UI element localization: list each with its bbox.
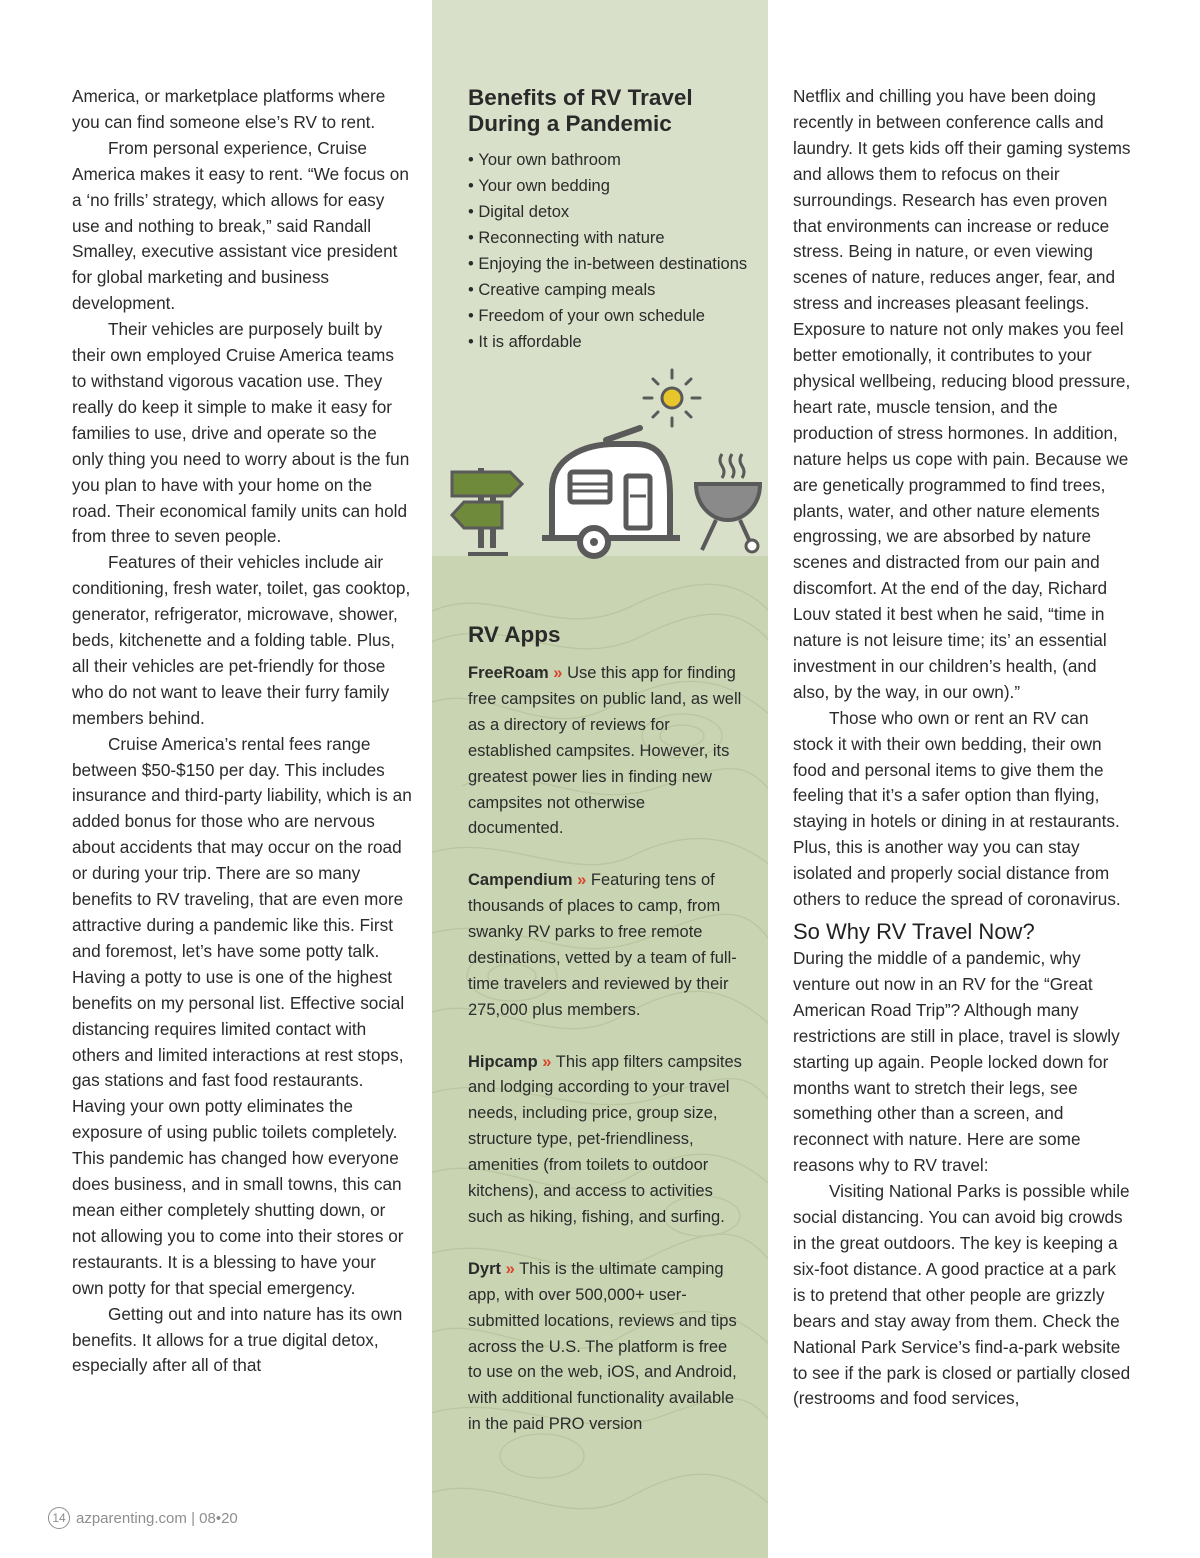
app-name: Campendium xyxy=(468,871,573,890)
benefit-item: • Freedom of your own schedule xyxy=(468,306,758,326)
app-entry-campendium xyxy=(468,868,743,1023)
article-paragraph: Getting out and into nature has its own benefits. It allows for a true digital detox, especially after all of that xyxy=(72,1303,403,1376)
article-paragraph: Features of their vehicles include air conditioning, fresh water, toilet, gas cooktop, generator, refrigerator, microwave, shower, beds, kitchenette and a folding table. Plus, all their vehicles are pet-friendly for those who do not want to leave their furry family members behind. xyxy=(72,552,411,728)
benefit-item: • Reconnecting with nature xyxy=(468,228,758,248)
section-heading: So Why RV Travel Now? xyxy=(793,919,1035,944)
app-name: FreeRoam xyxy=(468,664,549,682)
chevron-icon: » xyxy=(553,664,563,682)
article-paragraph: America, or marketplace platforms where you can find someone else’s RV to rent. xyxy=(72,86,386,132)
article-paragraph: Their vehicles are purposely built by their own employed Cruise America teams to withstand vigorous vacation use. They really do keep it simple to make it easy for families to use, drive and operate so the only thing you need to worry about is the fun you plan to have with your home on the road. Their economical family units can hold from three to seven people. xyxy=(72,319,410,547)
rv-camping-illustration xyxy=(444,360,764,560)
page-number: 14 xyxy=(48,1507,70,1529)
article-paragraph: From personal experience, Cruise America makes it easy to rent. “We focus on a ‘no frills’ strategy, which allows for easy use and nothing to break,” said Randall Smalley, executive assistant vice president for global marketing and business development. xyxy=(72,137,409,314)
footer-issue: 08•20 xyxy=(199,1509,238,1527)
app-name: Hipcamp xyxy=(468,1052,538,1071)
chevron-icon: » xyxy=(542,1052,552,1071)
article-paragraph: During the middle of a pandemic, why venture out now in an RV for the “Great American Road Trip”? Although many restrictions are still in place, travel is slowly starting up again. People locked down for months want to stretch their legs, see something other than a screen, and reconnect with nature. Here are some reasons why to RV travel: xyxy=(793,948,1120,1176)
benefit-item: • Your own bathroom xyxy=(468,150,758,170)
benefit-item: • Enjoying the in-between destinations xyxy=(468,254,758,274)
benefits-list xyxy=(468,150,758,358)
app-description: This app filters campsites and lodging according to your travel needs, including price, group size, structure type, pet-friendliness, amenities (from toilets to outdoor kitchens), and access to activities such as hiking, fishing, and surfing. xyxy=(468,1052,742,1226)
article-paragraph: Cruise America’s rental fees range between $50-$150 per day. This includes insurance and third-party liability, which is an added bonus for those who are nervous about accidents that may occur on the road or during your trip. There are so many benefits to RV traveling, that are even more attractive during a pandemic like this. First and foremost, let’s have some potty talk. Having a potty to use is one of the highest benefits on my personal list. Effective social distancing requires limited contact with others and limited interactions at rest stops, gas stations and fast food restaurants. Having your own potty eliminates the exposure of using public toilets completely. This pandemic has changed how everyone does business, and in small towns, this can mean either completely shutting down, or not allowing you to come into their stores or restaurants. It is a blessing to have your own potty for that special emergency. xyxy=(72,733,412,1298)
camper-trailer-icon xyxy=(542,428,680,556)
bbq-grill-icon xyxy=(696,454,760,552)
benefit-item: • It is affordable xyxy=(468,332,758,352)
app-entry-freeroam xyxy=(468,661,743,842)
page-footer xyxy=(48,1507,238,1529)
article-paragraph: Those who own or rent an RV can stock it with their own bedding, their own food and personal items to give them the feeling that it’s a safer option than flying, staying in hotels or dining in at restaurants. Plus, this is another way you can stay isolated and properly social distance from others to reduce the spread of coronavirus. xyxy=(793,707,1121,910)
sun-icon xyxy=(644,370,700,426)
signpost-icon xyxy=(452,468,522,554)
app-entry-dyrt xyxy=(468,1257,743,1438)
benefit-item: • Your own bedding xyxy=(468,176,758,196)
app-description: Featuring tens of thousands of places to camp, from swanky RV parks to free remote destinations, vetted by a team of full-time travelers and reviewed by their 275,000 plus members. xyxy=(468,871,737,1019)
footer-site: azparenting.com xyxy=(76,1509,187,1527)
app-description: This is the ultimate camping app, with over 500,000+ user-submitted locations, reviews and tips across the U.S. The platform is free to use on the web, iOS, and Android, with additional functionality available in the paid PRO version xyxy=(468,1259,737,1434)
article-paragraph: Visiting National Parks is possible while social distancing. You can avoid big crowds in the great outdoors. The key is keeping a six-foot distance. A good practice at a park is to pretend that other people are grizzly bears and stay away from them. Check the National Park Service’s find-a-park website to see if the park is closed or partially closed (restrooms and food services, xyxy=(793,1181,1131,1409)
benefit-item: • Creative camping meals xyxy=(468,280,758,300)
app-name: Dyrt xyxy=(468,1259,502,1278)
right-article-column xyxy=(793,84,1133,1412)
article-paragraph: Netflix and chilling you have been doing recently in between conference calls and laundry. It gets kids off their gaming systems and allows them to refocus on their surroundings. Research has even proven that environments can increase or reduce stress. Being in nature, or even viewing scenes of nature, reduces anger, fear, and stress and increases pleasant feelings. Exposure to nature not only makes you feel better emotionally, it contributes to your physical wellbeing, reducing blood pressure, heart rate, muscle tension, and the production of stress hormones. In addition, nature helps us cope with pain. Because we are genetically programmed to find trees, plants, water, and other nature elements engrossing, we are absorbed by nature scenes and distracted from our pain and discomfort. At the end of the day, Richard Louv stated it best when he said, “time in nature is not leisure time; its’ an essential investment in our children’s health, (and also, by the way, in our own).” xyxy=(793,86,1131,702)
benefits-heading: Benefits of RV Travel During a Pandemic xyxy=(468,85,693,136)
left-article-column xyxy=(72,84,412,1379)
benefit-item: • Digital detox xyxy=(468,202,758,222)
footer-divider: | xyxy=(191,1509,195,1527)
chevron-icon: » xyxy=(505,1259,515,1278)
chevron-icon: » xyxy=(577,871,587,890)
app-entry-hipcamp xyxy=(468,1050,743,1231)
app-description: Use this app for finding free campsites on public land, as well as a directory of reviews for established campsites. However, its greatest power lies in finding new campsites not otherwise documented. xyxy=(468,664,742,838)
sidebar-panel xyxy=(432,0,768,1558)
apps-heading: RV Apps xyxy=(468,622,561,647)
apps-list xyxy=(468,661,743,1464)
